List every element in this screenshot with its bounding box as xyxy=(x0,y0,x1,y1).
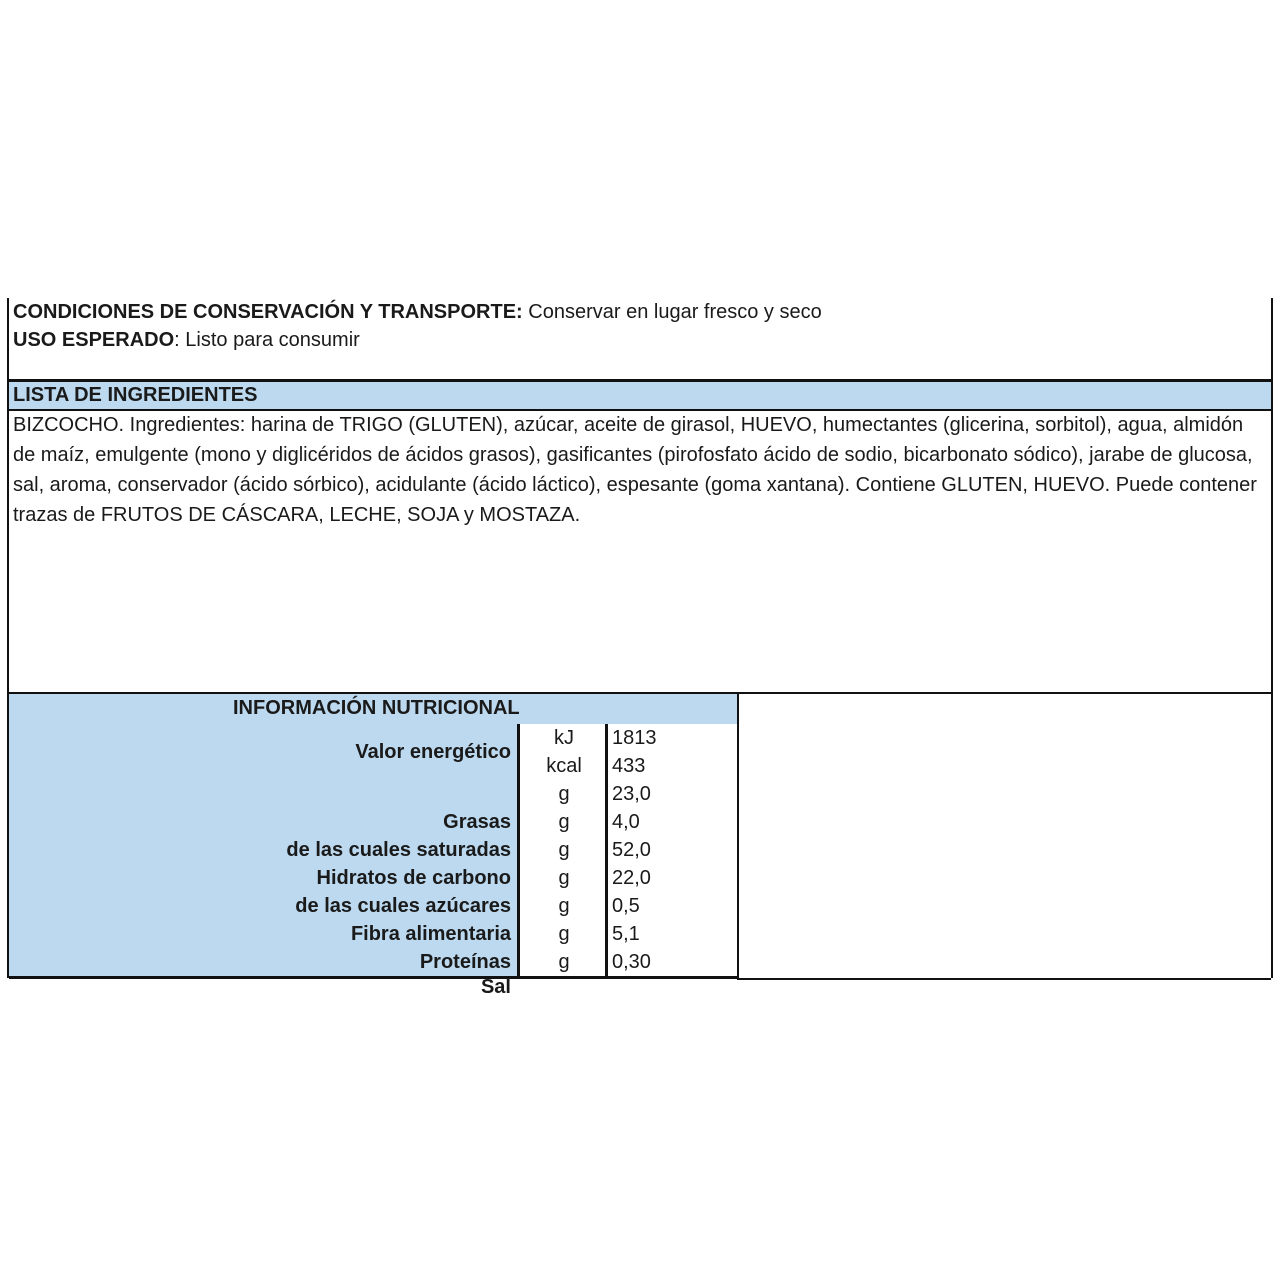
nutrition-title: INFORMACIÓN NUTRICIONAL xyxy=(233,697,520,719)
ingredients-header: LISTA DE INGREDIENTES xyxy=(9,379,1271,411)
value-kcal: 433 xyxy=(612,755,646,777)
unit-fat: g xyxy=(558,783,570,805)
unit-fibre: g xyxy=(558,895,570,917)
unit-saturated: g xyxy=(558,811,570,833)
value-carbs: 52,0 xyxy=(612,839,651,861)
nutrient-label-sugars: de las cuales azúcares xyxy=(295,895,511,917)
value-saturated: 4,0 xyxy=(612,811,640,833)
unit-sugars: g xyxy=(558,867,570,889)
value-fibre: 0,5 xyxy=(612,895,640,917)
product-spec-sheet xyxy=(7,298,1273,998)
storage-value: Conservar en lugar fresco y seco xyxy=(528,301,822,323)
nutrition-labels-column xyxy=(9,724,517,998)
intended-use-line xyxy=(13,326,1271,354)
value-sugars: 22,0 xyxy=(612,867,651,889)
value-fat: 23,0 xyxy=(612,783,651,805)
nutrition-values-column xyxy=(605,724,740,979)
nutrient-label-protein: Proteínas xyxy=(419,951,511,973)
nutrition-units-column xyxy=(517,724,608,979)
value-salt: 0,30 xyxy=(612,951,651,973)
nutrition-section xyxy=(9,692,1271,998)
storage-label: CONDICIONES DE CONSERVACIÓN Y TRANSPORTE: xyxy=(13,301,523,323)
nutrient-label-fibre: Fibra alimentaria xyxy=(350,923,511,945)
blank-cell xyxy=(737,694,1271,980)
intended-use-label: USO ESPERADO xyxy=(13,329,175,351)
unit-kcal: kcal xyxy=(546,755,582,777)
unit-protein: g xyxy=(558,923,570,945)
value-kj: 1813 xyxy=(612,727,657,749)
ingredients-text: BIZCOCHO. Ingredientes: harina de TRIGO (GLUTEN), azúcar, aceite de girasol, HUEVO, humectantes (glicerina, sorbitol), agua, almidón de maíz, emulgente (mono y diglicéridos de ácidos grasos), gasificantes (pirofosfato ácido de sodio, bicarbonato sódico), jarabe de glucosa, sal, aroma, conservador (ácido sórbico), acidulante (ácido láctico), espesante (goma xantana). Contiene GLUTEN, HUEVO. Puede contener trazas de FRUTOS DE CÁSCARA, LECHE, SOJA y MOSTAZA. xyxy=(13,414,1257,526)
unit-kj: kJ xyxy=(554,727,574,749)
nutrient-label-carbs: Hidratos de carbono xyxy=(316,867,511,889)
unit-salt: g xyxy=(558,951,570,973)
energy-label: Valor energético xyxy=(355,741,511,763)
nutrient-label-salt: Sal xyxy=(480,976,511,998)
nutrition-title-bar xyxy=(9,694,737,724)
nutrient-label-fat: Grasas xyxy=(443,811,511,833)
unit-carbs: g xyxy=(558,839,570,861)
value-protein: 5,1 xyxy=(612,923,640,945)
nutrient-label-saturated: de las cuales saturadas xyxy=(286,839,511,861)
conditions-section xyxy=(9,298,1271,380)
intended-use-value: : Listo para consumir xyxy=(174,329,360,351)
storage-line xyxy=(13,298,1271,326)
